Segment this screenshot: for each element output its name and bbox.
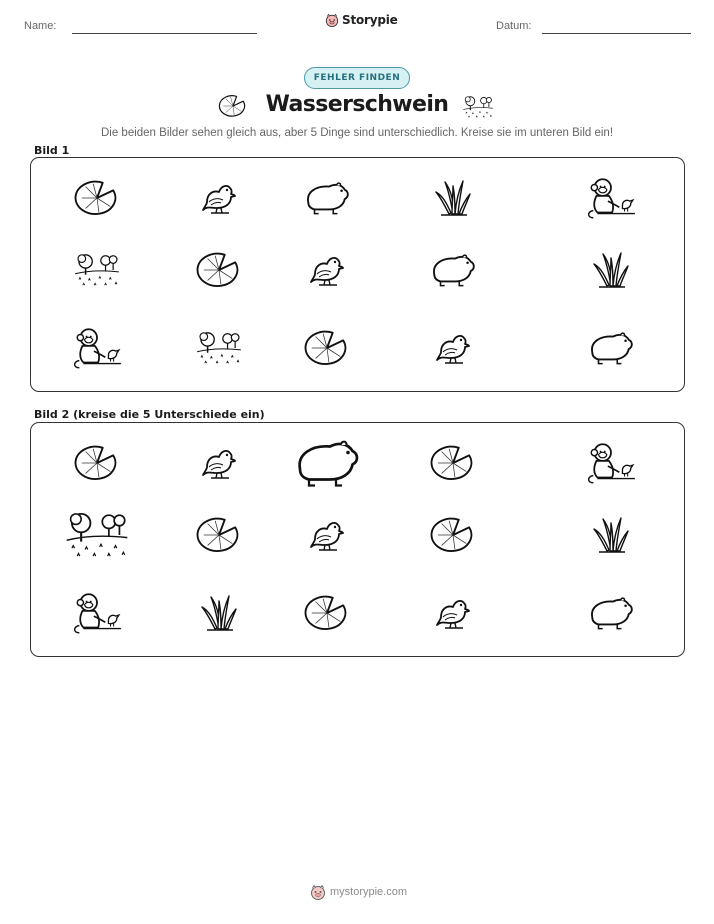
date-label: Datum:: [496, 20, 532, 32]
date-field[interactable]: [542, 33, 691, 34]
title-row: [0, 92, 714, 124]
lily-pad-icon: [196, 251, 242, 289]
picture2-panel[interactable]: [30, 422, 685, 657]
activity-badge: FEHLER FINDEN: [304, 67, 410, 89]
lily-pad-icon: [304, 329, 350, 367]
grass-icon[interactable]: [591, 514, 631, 556]
bird-icon: [433, 330, 473, 366]
monkey-with-bird-icon[interactable]: [71, 591, 123, 635]
monkey-with-bird-icon: [585, 176, 637, 220]
bird-icon: [199, 180, 239, 216]
pig-mascot-icon: [310, 884, 326, 900]
pig-mascot-icon: [325, 13, 339, 27]
park-trees-icon: [73, 251, 121, 289]
lily-pad-icon[interactable]: [430, 516, 476, 554]
grass-icon[interactable]: [199, 592, 239, 634]
monkey-with-bird-icon[interactable]: [585, 441, 637, 485]
capybara-icon[interactable]: [291, 436, 363, 490]
name-label: Name:: [24, 20, 57, 32]
capybara-icon: [428, 251, 478, 289]
park-trees-icon: [462, 94, 494, 120]
instruction-text: Die beiden Bilder sehen gleich aus, aber 5 Dinge sind unterschiedlich. Kreise sie im unteren Bild ein!: [100, 127, 614, 139]
footer: [310, 884, 407, 900]
bird-icon[interactable]: [199, 445, 239, 481]
lily-pad-icon[interactable]: [74, 444, 120, 482]
lily-pad-icon[interactable]: [430, 444, 476, 482]
bird-icon[interactable]: [433, 595, 473, 631]
picture1-panel: [30, 157, 685, 392]
brand-name: Storypie: [342, 13, 398, 27]
capybara-icon: [302, 179, 352, 217]
footer-url: mystorypie.com: [330, 886, 408, 898]
picture2-label: Bild 2 (kreise die 5 Unterschiede ein): [34, 408, 265, 421]
page-title: Wasserschwein: [265, 92, 449, 117]
worksheet-header: [0, 0, 714, 44]
bird-icon: [307, 252, 347, 288]
park-trees-icon: [195, 329, 243, 367]
picture1-label: Bild 1: [34, 144, 70, 157]
grass-icon: [591, 249, 631, 291]
lily-pad-icon: [74, 179, 120, 217]
monkey-with-bird-icon: [71, 326, 123, 370]
capybara-icon[interactable]: [586, 594, 636, 632]
park-trees-icon[interactable]: [64, 508, 130, 562]
grass-icon: [433, 177, 473, 219]
brand-logo: [325, 13, 398, 27]
bird-icon[interactable]: [307, 517, 347, 553]
capybara-icon: [586, 329, 636, 367]
lily-pad-icon[interactable]: [304, 594, 350, 632]
name-field[interactable]: [72, 33, 257, 34]
lily-pad-icon: [218, 94, 248, 118]
lily-pad-icon[interactable]: [196, 516, 242, 554]
